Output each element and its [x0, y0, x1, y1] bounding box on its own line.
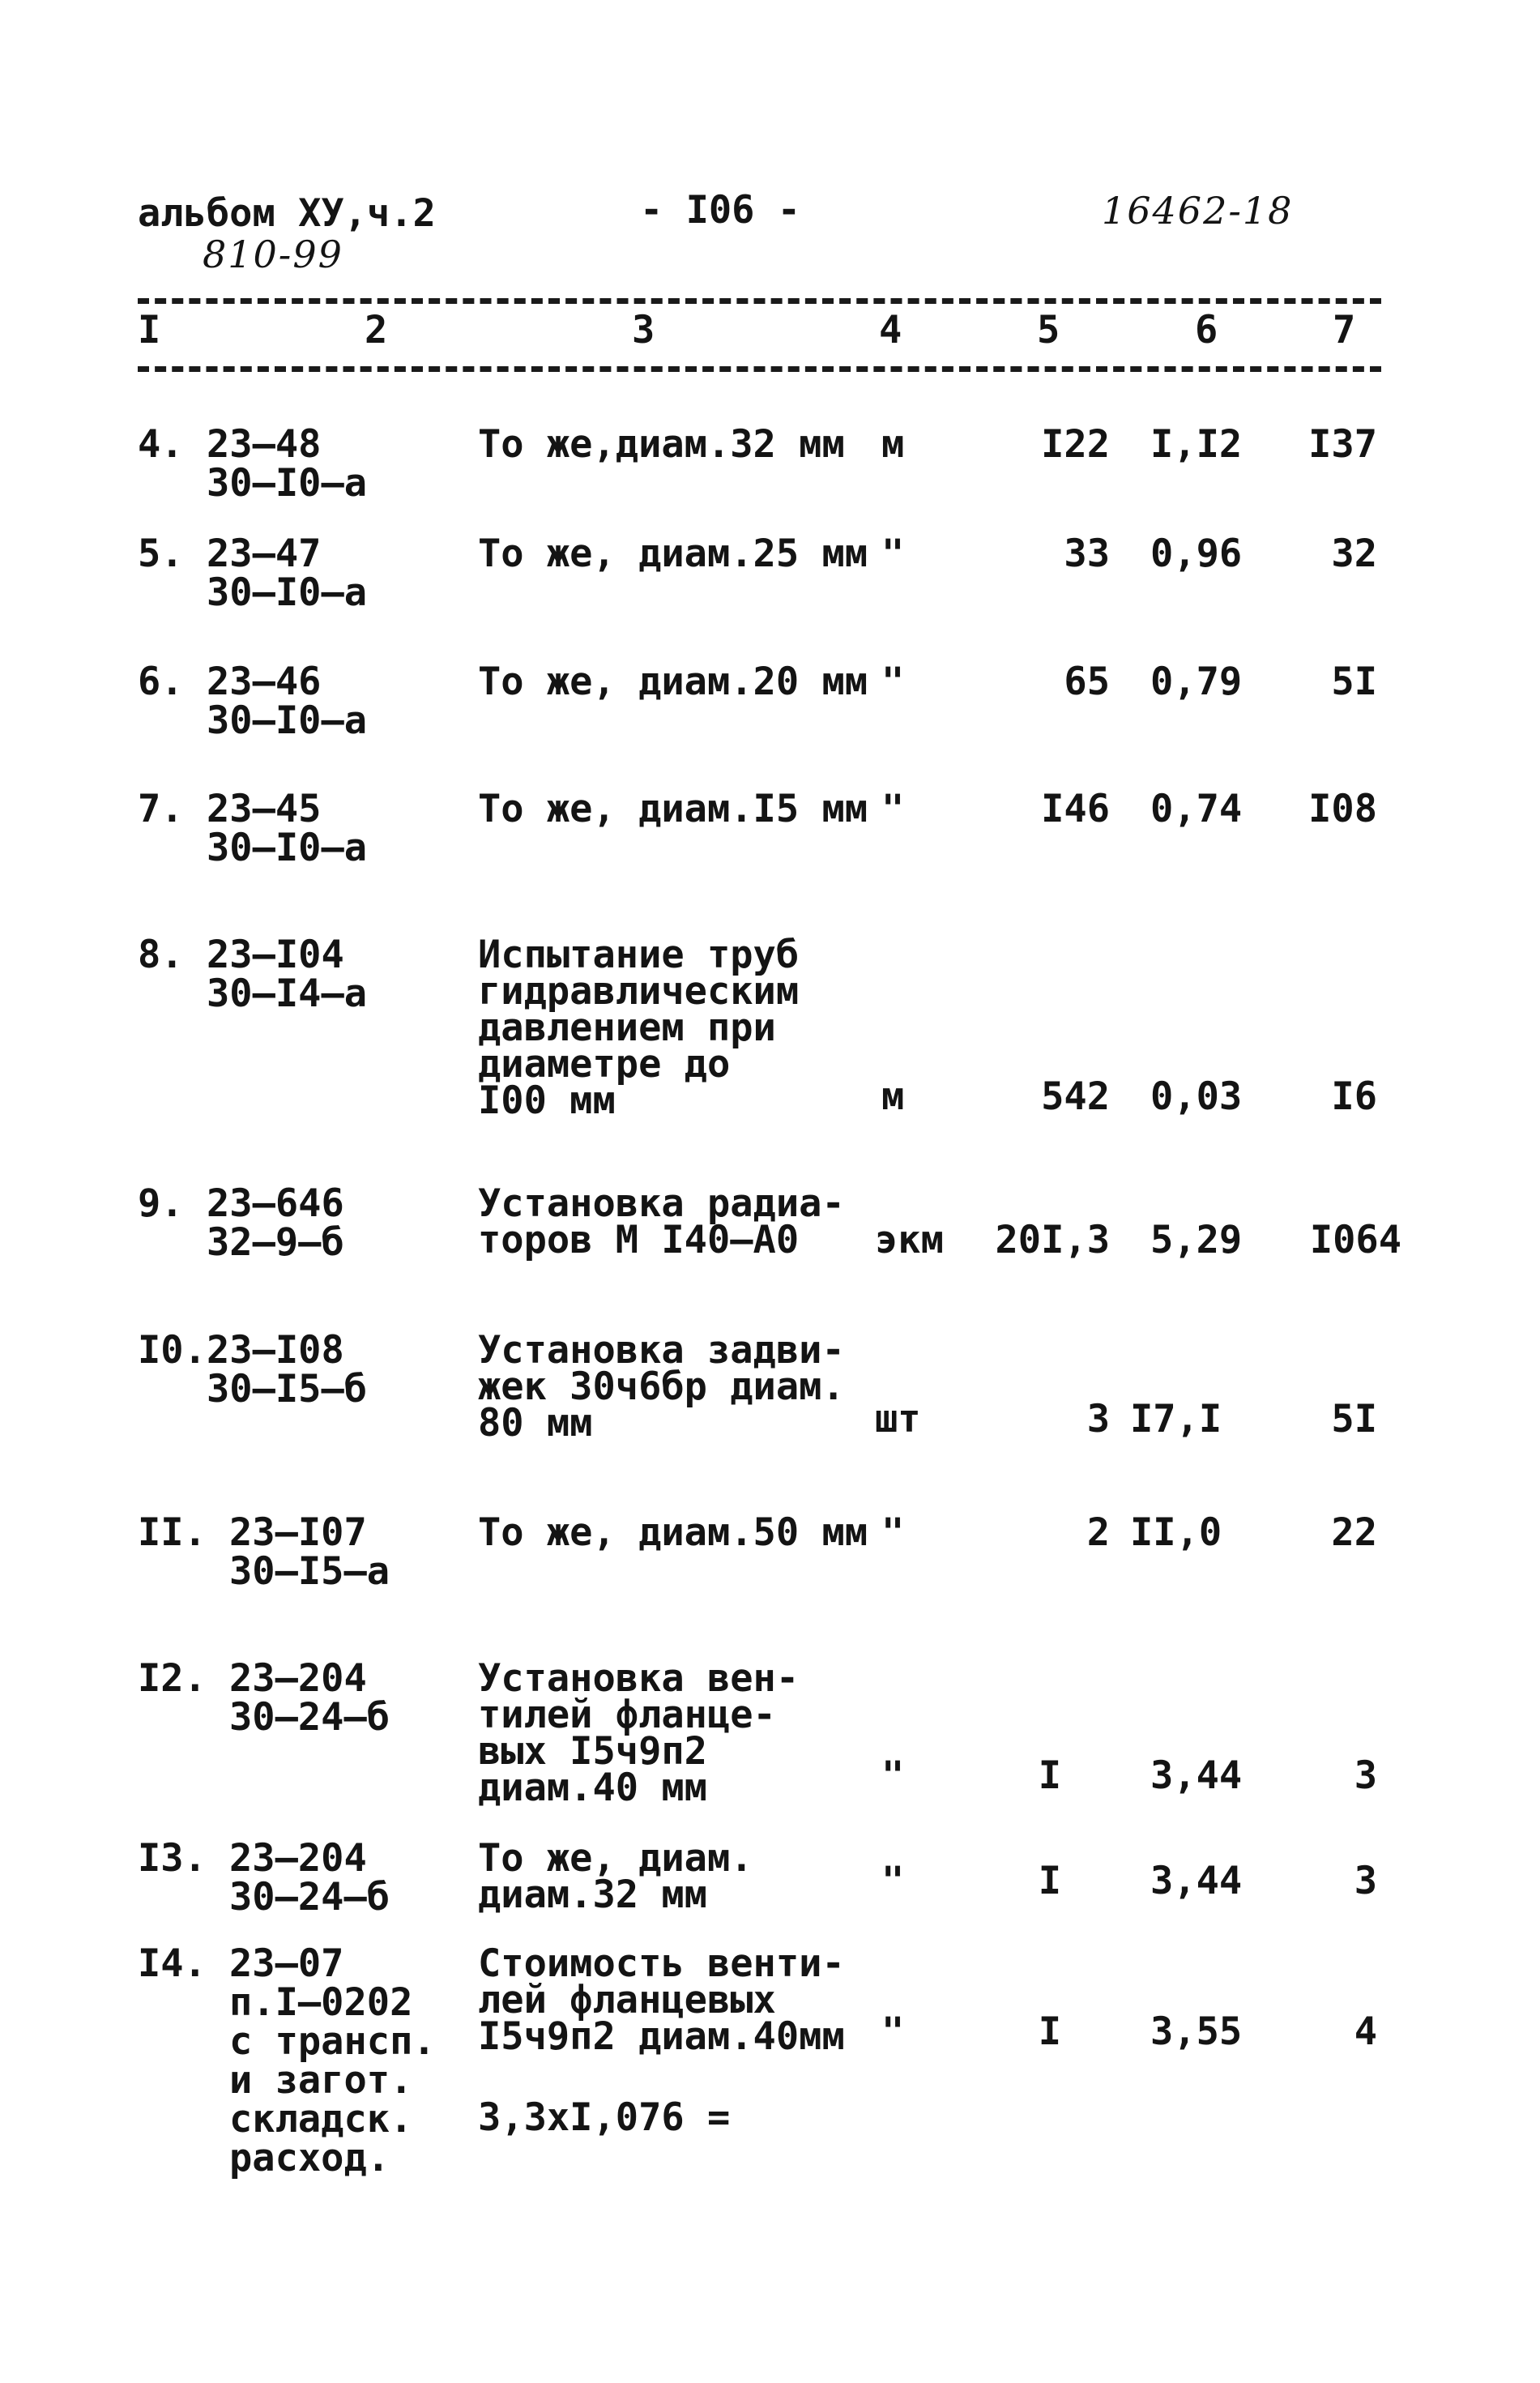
row-code-line: 30–I0–а [207, 826, 368, 870]
row-unit: м [881, 1074, 905, 1119]
row-quantity: I22 [1041, 422, 1110, 467]
row-number: I2. [138, 1656, 207, 1701]
row-code-line: 23–I04 [207, 933, 344, 977]
row-number: I4. [138, 1941, 207, 1986]
row-quantity: 2 [1086, 1510, 1110, 1555]
row-unit-price: I,I2 [1150, 422, 1243, 467]
row-description-line: диам.32 мм [478, 1873, 707, 1917]
row-total: I08 [1308, 787, 1377, 831]
row-description-line: То же, диам.20 мм [478, 660, 868, 704]
row-unit: " [881, 787, 905, 831]
column-header-2: 2 [365, 308, 388, 352]
row-description-line: То же, диам.25 мм [478, 532, 868, 576]
column-header-5: 5 [1037, 308, 1060, 352]
row-code-line: и загот. [229, 2058, 413, 2103]
row-code-line: 30–I0–а [207, 461, 368, 506]
row-unit: " [881, 1510, 905, 1555]
row-code-line: с трансп. [229, 2019, 436, 2064]
row-code-line: 30–I0–а [207, 698, 368, 743]
row-code-line: 30–I0–а [207, 570, 368, 615]
row-total: 3 [1354, 1859, 1377, 1903]
row-quantity: 3 [1086, 1397, 1110, 1441]
row-description-line: лей фланцевых [478, 1978, 776, 2022]
row-unit-price: 0,03 [1150, 1074, 1243, 1119]
row-code-line: 30–I4–а [207, 972, 368, 1016]
row-code-line: 30–I5–а [229, 1549, 390, 1594]
row-description-line: I00 мм [478, 1078, 616, 1123]
column-header-6: 6 [1195, 308, 1218, 352]
page-number: - I06 - [640, 188, 801, 233]
row-description-line: давлением при [478, 1006, 776, 1050]
row-code-line: складск. [229, 2097, 413, 2142]
row-description-line: жек 30ч6бр диам. [478, 1364, 845, 1409]
row-unit-price: 0,96 [1150, 532, 1243, 576]
row-number: 6. [138, 660, 184, 704]
row-unit: экм [875, 1218, 944, 1262]
row-unit: " [881, 2009, 905, 2054]
row-description-line: Установка радиа- [478, 1181, 845, 1226]
row-code-line: 32–9–б [207, 1220, 344, 1265]
album-label: альбом XУ,ч.2 [138, 191, 436, 236]
row-description-line: 80 мм [478, 1401, 593, 1446]
row-description-line: I5ч9п2 диам.40мм [478, 2014, 845, 2059]
row-unit-price: 5,29 [1150, 1218, 1243, 1262]
row-unit-price: I7,I [1130, 1397, 1222, 1441]
row-number: I0. [138, 1328, 207, 1373]
row-description-line: Установка задви- [478, 1328, 845, 1373]
row-code-line: расход. [229, 2136, 390, 2180]
row-total: I064 [1309, 1218, 1401, 1262]
row-unit-price: 0,79 [1150, 660, 1243, 704]
row-unit-price: 3,44 [1150, 1859, 1243, 1903]
row-unit-price: 3,55 [1150, 2009, 1243, 2054]
row-quantity: I [1038, 1753, 1061, 1798]
row-code-line: 23–47 [207, 532, 322, 576]
row-code-line: 30–24–б [229, 1695, 390, 1740]
row-description-line: гидравлическим [478, 969, 800, 1014]
row-total: 32 [1331, 532, 1377, 576]
row-description-line: вых I5ч9п2 [478, 1729, 707, 1774]
document-code: 16462-18 [1102, 189, 1294, 233]
column-header-4: 4 [879, 308, 902, 352]
row-code-line: 30–I5–б [207, 1367, 368, 1411]
row-quantity: I [1038, 2009, 1061, 2054]
handwritten-code: 810-99 [203, 233, 343, 276]
row-code-line: 23–204 [229, 1836, 367, 1881]
row-description-line: То же,диам.32 мм [478, 422, 845, 467]
row-quantity: 33 [1064, 532, 1110, 576]
row-code-line: 23–46 [207, 660, 322, 704]
row-unit-price: II,0 [1130, 1510, 1222, 1555]
row-unit: " [881, 532, 905, 576]
row-code-line: 23–I07 [229, 1510, 367, 1555]
row-description-line: тилей фланце- [478, 1693, 776, 1737]
row-description-line: Испытание труб [478, 933, 800, 977]
row-code-line: 23–48 [207, 422, 322, 467]
row-unit-price: 0,74 [1150, 787, 1243, 831]
header-top-rule [138, 298, 1381, 304]
row-code-line: 23–646 [207, 1181, 344, 1226]
row-unit: " [881, 660, 905, 704]
row-total: I6 [1331, 1074, 1377, 1119]
row-total: 3 [1354, 1753, 1377, 1798]
row-number: I3. [138, 1836, 207, 1881]
row-total: I37 [1308, 422, 1377, 467]
row-total: 22 [1331, 1510, 1377, 1555]
column-header-1: I [138, 308, 161, 352]
row-unit: " [881, 1859, 905, 1903]
row-description-line: диам.40 мм [478, 1766, 707, 1810]
row-unit-price: 3,44 [1150, 1753, 1243, 1798]
row-quantity: 542 [1041, 1074, 1110, 1119]
column-header-3: 3 [632, 308, 655, 352]
row-quantity: 65 [1064, 660, 1110, 704]
row-description-line: 3,3хI,076 = [478, 2095, 731, 2140]
row-total: 5I [1331, 660, 1377, 704]
row-quantity: 20I,3 [995, 1218, 1110, 1262]
row-number: 5. [138, 532, 184, 576]
row-number: 7. [138, 787, 184, 831]
column-header-7: 7 [1333, 308, 1356, 352]
row-unit: м [881, 422, 905, 467]
row-number: 8. [138, 933, 184, 977]
row-description-line: То же, диам.I5 мм [478, 787, 868, 831]
row-description-line: торов М I40–А0 [478, 1218, 800, 1262]
row-quantity: I [1038, 1859, 1061, 1903]
row-code-line: 30–24–б [229, 1875, 390, 1920]
row-code-line: 23–I08 [207, 1328, 344, 1373]
row-unit: " [881, 1753, 905, 1798]
row-code-line: 23–07 [229, 1941, 344, 1986]
row-number: 9. [138, 1181, 184, 1226]
row-code-line: 23–204 [229, 1656, 367, 1701]
row-description-line: То же, диам. [478, 1836, 753, 1881]
row-number: 4. [138, 422, 184, 467]
row-total: 4 [1354, 2009, 1377, 2054]
row-number: II. [138, 1510, 207, 1555]
row-total: 5I [1331, 1397, 1377, 1441]
row-quantity: I46 [1041, 787, 1110, 831]
row-code-line: 23–45 [207, 787, 322, 831]
row-description-line: То же, диам.50 мм [478, 1510, 868, 1555]
row-description-line: диаметре до [478, 1042, 731, 1087]
row-description-line: Стоимость венти- [478, 1941, 845, 1986]
header-bottom-rule [138, 366, 1381, 372]
row-description-line: Установка вен- [478, 1656, 800, 1701]
row-unit: шт [875, 1397, 921, 1441]
row-code-line: п.I–0202 [229, 1980, 413, 2025]
